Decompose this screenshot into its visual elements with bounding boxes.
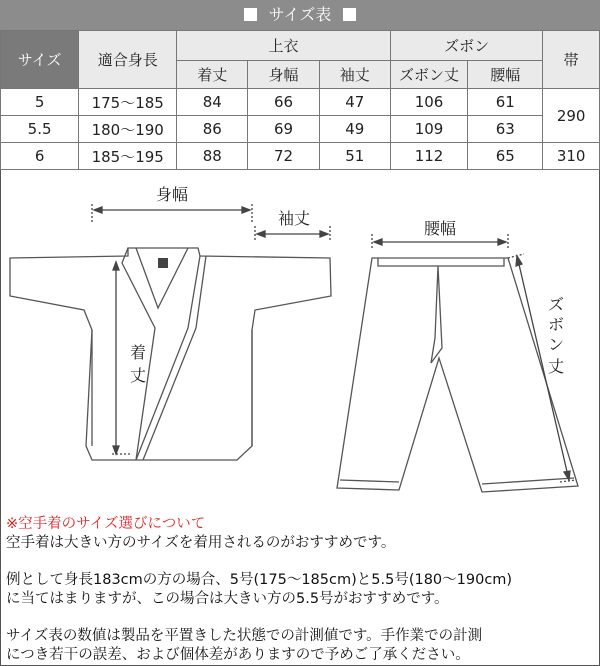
table-row [1, 116, 600, 143]
notes-heading: ※空手着のサイズ選びについて [6, 516, 206, 532]
label-zubontake-2: ボ [548, 315, 565, 334]
cell-mihaba: 66 [248, 89, 319, 116]
notes-line: 空手着は大きい方のサイズを着用されるのがおすすめです。 [6, 535, 396, 551]
header-mihaba: 身幅 [248, 61, 319, 89]
cell-size: 6 [1, 143, 79, 170]
notes-line: に当てはまりますが、この場合は大きい方の5.5号がおすすめです。 [6, 591, 449, 607]
cell-zubontake: 109 [390, 116, 467, 143]
header-sodetake: 袖丈 [319, 61, 390, 89]
size-table [0, 30, 600, 170]
header-height: 適合身長 [79, 31, 177, 89]
header-top: 上衣 [177, 31, 391, 61]
cell-height: 185～195 [79, 143, 177, 170]
cell-belt: 290 [543, 89, 600, 143]
title-text: サイズ表 [268, 5, 332, 24]
size-chart-title [0, 0, 600, 30]
cell-size: 5 [1, 89, 79, 116]
label-mihaba: 身幅 [155, 185, 189, 204]
cell-chake: 86 [177, 116, 248, 143]
garment-diagram [0, 178, 600, 508]
pants-drawing [337, 258, 578, 492]
label-sodetake: 袖丈 [277, 209, 311, 228]
cell-koshihaba: 65 [468, 143, 543, 170]
cell-sodetake: 49 [319, 116, 390, 143]
label-chake-2: 丈 [130, 366, 147, 385]
header-size: サイズ [1, 31, 79, 89]
cell-koshihaba: 63 [468, 116, 543, 143]
cell-belt: 310 [543, 143, 600, 170]
label-koshihaba: 腰幅 [423, 219, 457, 238]
dimension-lines [92, 204, 576, 482]
table-row [1, 89, 600, 116]
cell-zubontake: 112 [390, 143, 467, 170]
jacket-drawing [10, 248, 331, 460]
notes-line: サイズ表の数値は製品を平置きした状態での計測値です。手作業での計測 [6, 628, 483, 644]
square-icon [244, 8, 257, 21]
table-row [1, 143, 600, 170]
notes-line: 例として身長183cmの方の場合、5号(175～185cm)と5.5号(180～190cm) [6, 572, 513, 588]
header-pants: ズボン [390, 31, 542, 61]
square-icon [343, 8, 356, 21]
label-zubontake-4: 丈 [548, 357, 565, 376]
cell-chake: 88 [177, 143, 248, 170]
cell-height: 180～190 [79, 116, 177, 143]
label-chake-1: 着 [130, 343, 147, 362]
cell-sodetake: 47 [319, 89, 390, 116]
header-koshihaba: 腰幅 [468, 61, 543, 89]
header-chake: 着丈 [177, 61, 248, 89]
label-zubontake-3: ン [548, 335, 565, 354]
cell-sodetake: 51 [319, 143, 390, 170]
cell-zubontake: 106 [390, 89, 467, 116]
collar-tag [158, 258, 168, 268]
cell-mihaba: 69 [248, 116, 319, 143]
header-zubontake: ズボン丈 [390, 61, 467, 89]
cell-size: 5.5 [1, 116, 79, 143]
size-notes [6, 515, 596, 665]
cell-koshihaba: 61 [468, 89, 543, 116]
header-belt: 帯 [543, 31, 600, 89]
notes-line: につき若干の誤差、および個体差がありますので予めご了承ください。 [6, 647, 470, 663]
cell-height: 175～185 [79, 89, 177, 116]
label-zubontake-1: ズ [548, 295, 565, 314]
cell-mihaba: 72 [248, 143, 319, 170]
cell-chake: 84 [177, 89, 248, 116]
